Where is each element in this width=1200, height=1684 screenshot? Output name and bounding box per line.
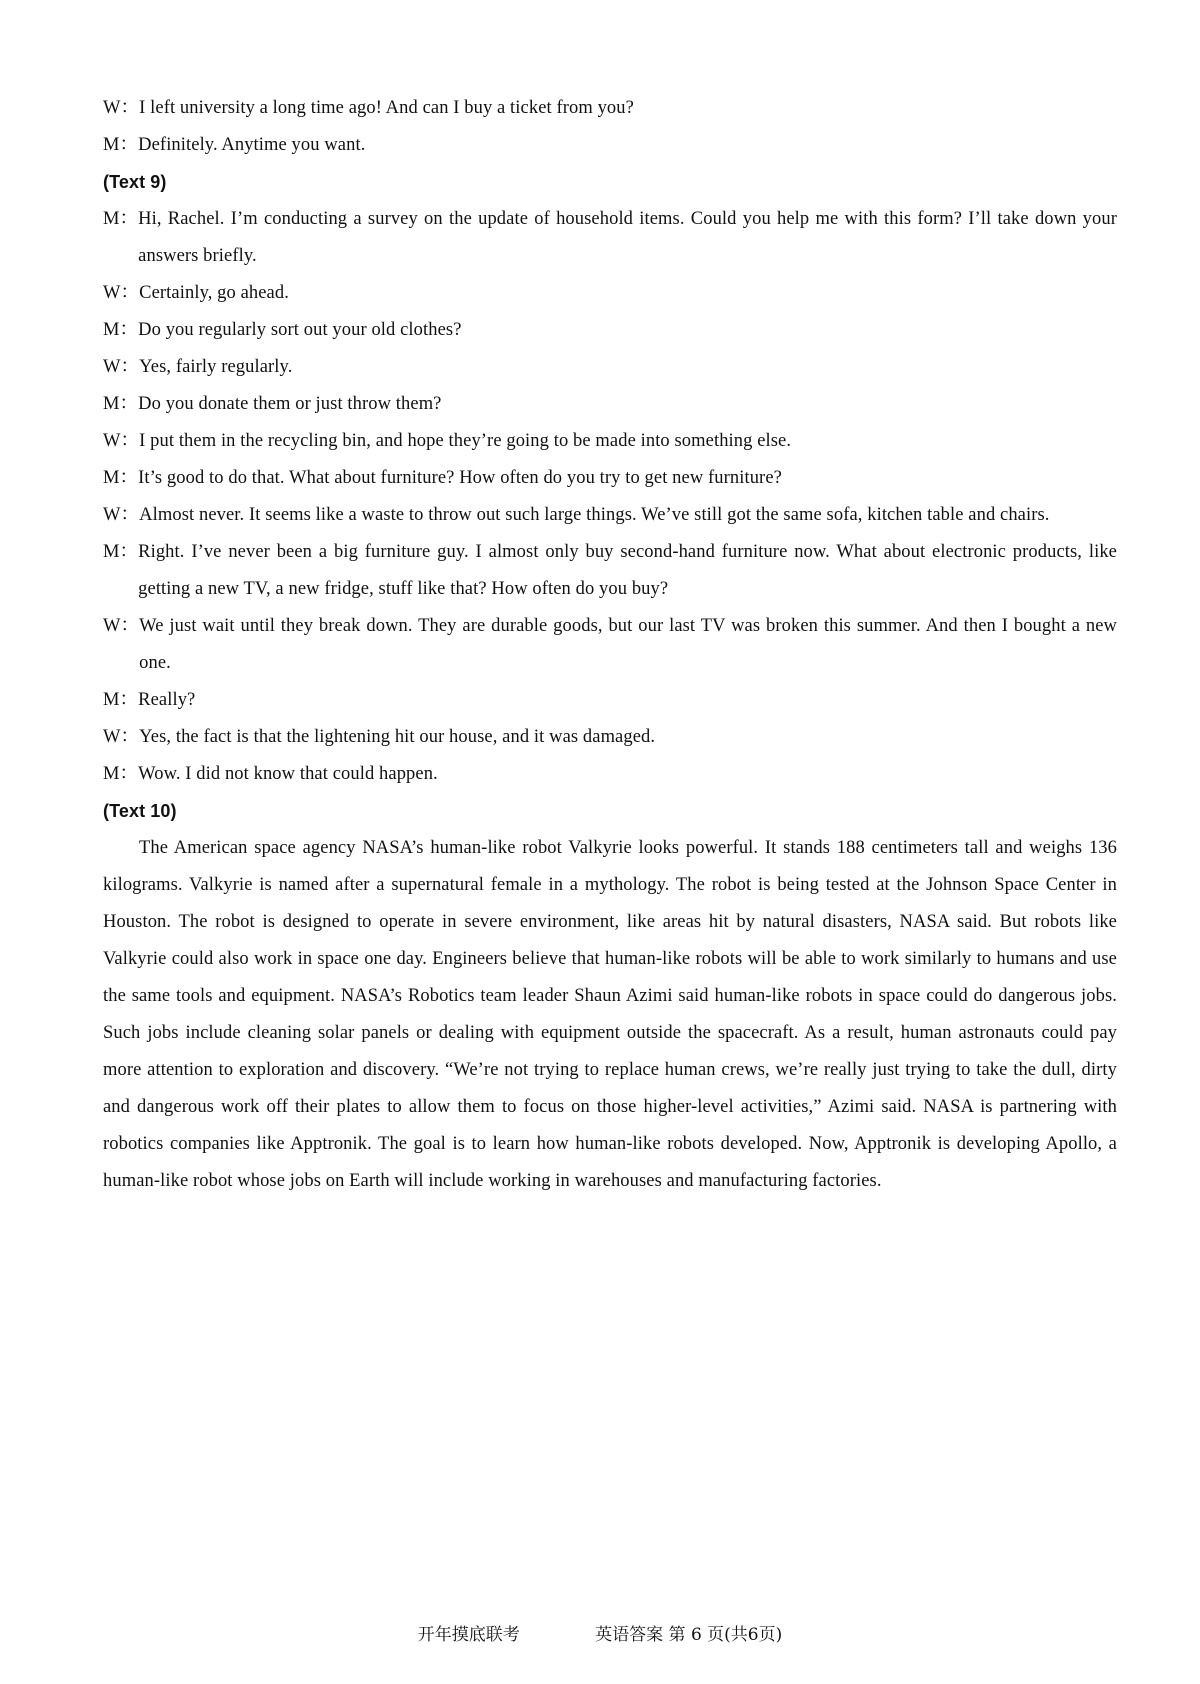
dialogue-line <box>103 534 1117 608</box>
speaker-label: M： <box>103 542 139 562</box>
dialogue-line <box>103 423 1117 460</box>
dialogue-line <box>103 90 1117 127</box>
speaker-label: W： <box>103 357 140 377</box>
passage-paragraph: The American space agency NASA’s human-like robot Valkyrie looks powerful. It stands 188 centimeters tall and weighs 136 kilograms. Valkyrie is named after a supernatural female in a mythology. The robot is being tested at the Johnson Space Center in Houston. The robot is designed to operate in severe environment, like areas hit by natural disasters, NASA said. But robots like Valkyrie could also work in space one day. Engineers believe that human-like robots will be able to work similarly to humans and use the same tools and equipment. NASA’s Robotics team leader Shaun Azimi said human-like robots in space could do dangerous jobs. Such jobs include cleaning solar panels or dealing with equipment outside the spacecraft. As a result, human astronauts could pay more attention to exploration and discovery. “We’re not trying to replace human crews, we’re really just trying to take the dull, dirty and dangerous work off their plates to allow them to focus on those higher-level activities,” Azimi said. NASA is partnering with robotics companies like Apptronik. The goal is to learn how human-like robots developed. Now, Apptronik is developing Apollo, a human-like robot whose jobs on Earth will include working in warehouses and manufacturing factories. <box>103 838 1117 1191</box>
speaker-label: W： <box>103 727 140 747</box>
dialogue-line <box>103 127 1117 164</box>
dialogue-line <box>103 386 1117 423</box>
speaker-label: M： <box>103 320 139 340</box>
dialogue-text: Right. I’ve never been a big furniture guy. I almost only buy second-hand furniture now. What about electronic products, like getting a new TV, a new fridge, stuff like that? How often do you buy? <box>138 542 1117 599</box>
dialogue-text: Almost never. It seems like a waste to throw out such large things. We’ve still got the same sofa, kitchen table and chairs. <box>139 505 1050 525</box>
dialogue-line <box>103 460 1117 497</box>
dialogue-line <box>103 201 1117 275</box>
speaker-label: W： <box>103 431 140 451</box>
dialogue-line <box>103 349 1117 386</box>
speaker-label: W： <box>103 98 140 118</box>
section-heading-text9: (Text 9) <box>103 172 167 192</box>
dialogue-text: Certainly, go ahead. <box>139 283 289 303</box>
footer-exam-name: 开年摸底联考 <box>417 1625 520 1645</box>
dialogue-text: Do you donate them or just throw them? <box>138 394 442 414</box>
dialogue-text: Hi, Rachel. I’m conducting a survey on the update of household items. Could you help me with this form? I’ll take down your answers briefly. <box>138 209 1117 266</box>
dialogue-text: Do you regularly sort out your old clothes? <box>138 320 462 340</box>
dialogue-line <box>103 756 1117 793</box>
dialogue-text: Yes, fairly regularly. <box>139 357 293 377</box>
speaker-label: M： <box>103 468 139 488</box>
dialogue-text: Definitely. Anytime you want. <box>138 135 366 155</box>
dialogue-line <box>103 312 1117 349</box>
dialogue-text: Wow. I did not know that could happen. <box>138 764 438 784</box>
speaker-label: M： <box>103 690 139 710</box>
dialogue-text: Yes, the fact is that the lightening hit our house, and it was damaged. <box>139 727 656 747</box>
speaker-label: W： <box>103 616 140 636</box>
dialogue-line <box>103 275 1117 312</box>
speaker-label: M： <box>103 209 139 229</box>
page-content <box>103 90 1117 1200</box>
dialogue-line <box>103 719 1117 756</box>
page-footer <box>0 1620 1200 1645</box>
speaker-label: W： <box>103 505 140 525</box>
footer-page-number: 英语答案 第 6 页(共6页) <box>595 1625 783 1645</box>
speaker-label: M： <box>103 135 139 155</box>
speaker-label: M： <box>103 764 139 784</box>
speaker-label: M： <box>103 394 139 414</box>
dialogue-text: I put them in the recycling bin, and hope they’re going to be made into something else. <box>139 431 792 451</box>
dialogue-text: I left university a long time ago! And can I buy a ticket from you? <box>139 98 634 118</box>
dialogue-line <box>103 682 1117 719</box>
dialogue-text: Really? <box>138 690 196 710</box>
speaker-label: W： <box>103 283 140 303</box>
dialogue-line <box>103 497 1117 534</box>
section-heading-text10: (Text 10) <box>103 801 177 821</box>
dialogue-text: We just wait until they break down. They are durable goods, but our last TV was broken this summer. And then I bought a new one. <box>139 616 1117 673</box>
dialogue-line <box>103 608 1117 682</box>
dialogue-text: It’s good to do that. What about furniture? How often do you try to get new furniture? <box>138 468 782 488</box>
